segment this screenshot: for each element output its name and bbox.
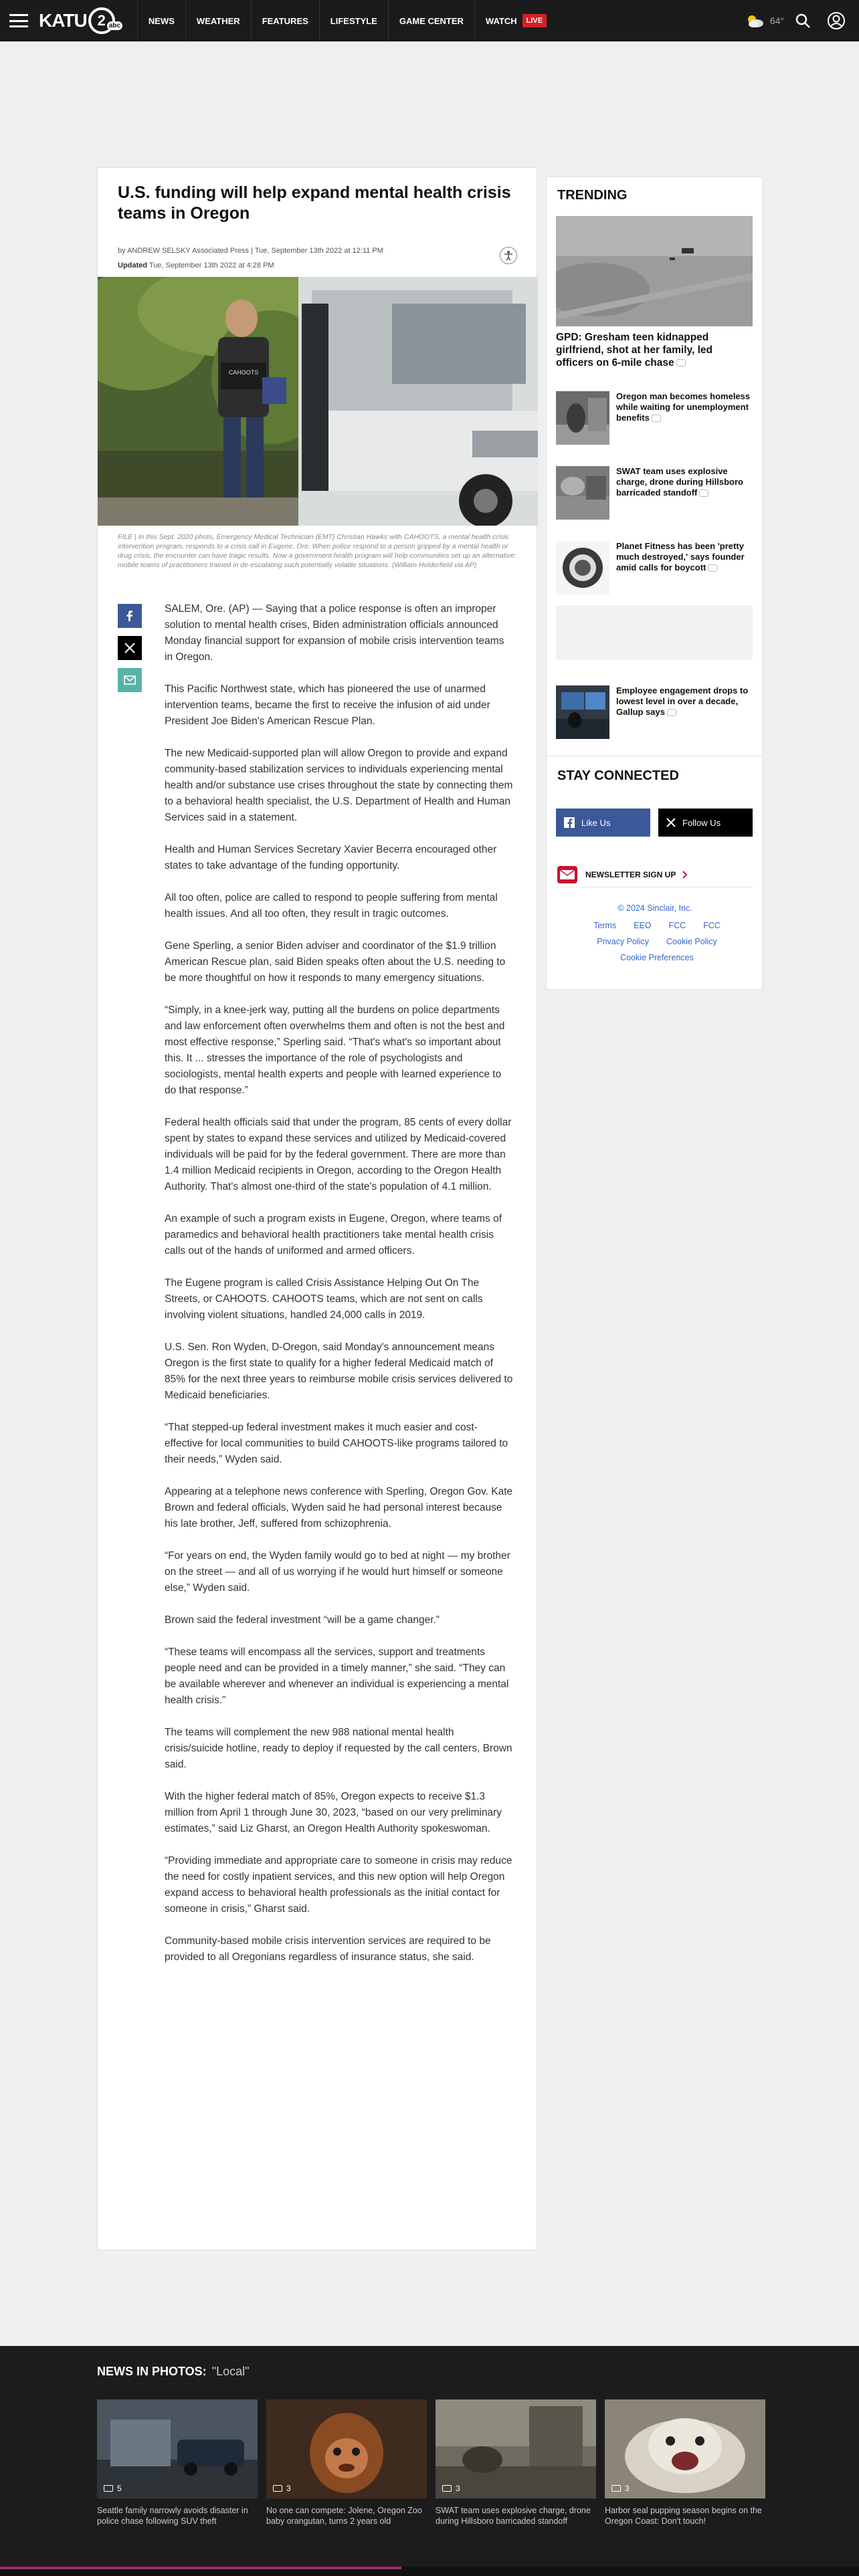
chevron-right-icon: [682, 871, 688, 879]
weather-widget[interactable]: [745, 0, 784, 41]
comment-icon: [667, 709, 676, 716]
bottom-bar: [0, 2567, 859, 2576]
x-share-button[interactable]: [118, 636, 142, 660]
fcc-link[interactable]: FCC: [668, 921, 686, 930]
nav-links: [137, 0, 547, 41]
nav-link-game-center[interactable]: GAME CENTER: [388, 0, 474, 41]
newsletter-label: NEWSLETTER SIGN UP: [585, 869, 676, 879]
photos-title-text: NEWS IN PHOTOS:: [97, 2365, 207, 2378]
photos-section-title: [97, 2365, 250, 2379]
photo-gallery-card[interactable]: [97, 2399, 258, 2527]
trending-hero-image[interactable]: [556, 216, 753, 326]
nav-link-features[interactable]: FEATURES: [251, 0, 319, 41]
camera-icon: [104, 2485, 113, 2492]
hero-photo: [98, 277, 538, 526]
gallery-thumbnail: [605, 2399, 765, 2498]
bottom-accent: [0, 2567, 401, 2569]
camera-icon: [442, 2485, 452, 2492]
ad-space: [0, 41, 859, 169]
updated-time: Tue, September 13th 2022 at 4:28 PM: [149, 261, 274, 270]
trending-thumbnail: [556, 541, 609, 595]
facebook-like-button[interactable]: [556, 809, 650, 837]
gallery-title: SWAT team uses explosive charge, drone during Hillsboro barricaded standoff: [436, 2506, 591, 2526]
article-paragraph: “These teams will encompass all the services, support and treatments people need and can be provided in a timely manner,” she said. “They can be available wherever and whenever an individual is experiencing a mental health crisis.”: [165, 1646, 509, 1706]
trending-item-text: Employee engagement drops to lowest level in over a decade, Gallup says: [616, 685, 749, 717]
search-icon[interactable]: [795, 13, 811, 29]
comment-icon: [708, 564, 717, 572]
gallery-thumbnail: [97, 2399, 258, 2498]
gallery-thumbnail: [266, 2399, 427, 2498]
facebook-share-button[interactable]: [118, 604, 142, 628]
copyright: © 2024 Sinclair, Inc.: [617, 903, 692, 913]
trending-item-text: SWAT team uses explosive charge, drone during Hillsboro barricaded standoff: [616, 466, 743, 498]
article-paragraph: “Simply, in a knee-jerk way, putting all the burdens on police departments and law enforcement often overwhelms them and often is not the best and most effective response,” Sperling said. “That's what's so important about this. It ... stresses the importance of the role of psychologists and sociologists, mental health experts and people with learned experience to do that response.”: [165, 1004, 505, 1096]
article-headline: U.S. funding will help expand mental health crisis teams in Oregon: [118, 183, 511, 223]
nav-link-weather[interactable]: WEATHER: [185, 0, 251, 41]
share-bar: [118, 604, 142, 700]
photo-count-value: 5: [117, 2484, 122, 2493]
menu-icon[interactable]: [9, 14, 28, 27]
article-hero-image[interactable]: [98, 277, 538, 526]
article-paragraph: An example of such a program exists in Eugene, Oregon, where teams of paramedics and behavioral health practitioners take mental health crisis calls out of the hands of uniformed and armed officers.: [165, 1213, 502, 1257]
gallery-title: No one can compete: Jolene, Oregon Zoo baby orangutan, turns 2 years old: [266, 2506, 422, 2526]
facebook-icon: [124, 611, 135, 621]
trending-item[interactable]: [556, 685, 753, 742]
article-paragraph: The Eugene program is called Crisis Assistance Helping Out On The Streets, or CAHOOTS. CAHOOTS teams, which are not sent on calls involving violent situations, handled 24,000 calls in 2019.: [165, 1277, 483, 1321]
photo-count: [104, 2484, 122, 2493]
photo-count: [611, 2484, 630, 2493]
camera-icon: [611, 2485, 621, 2492]
article-paragraph: The teams will complement the new 988 national mental health crisis/suicide hotline, ready to deploy if requested by the call centers, Brown said.: [165, 1727, 512, 1770]
cookie-preferences-link[interactable]: Cookie Preferences: [620, 953, 694, 962]
gallery-thumbnail: [436, 2399, 596, 2498]
like-us-label: Like Us: [581, 817, 611, 828]
gallery-title: Harbor seal pupping season begins on the Oregon Coast: Don't touch!: [605, 2506, 762, 2526]
article-paragraph: All too often, police are called to respond to people suffering from mental health issues. And all too often, they result in tragic outcomes.: [165, 892, 498, 920]
article-paragraph: Gene Sperling, a senior Biden adviser and coordinator of the $1.9 trillion American Rescue plan, said Biden speaks often about the U.S. needing to be more thoughtful on how it responds to many emergency situations.: [165, 940, 506, 984]
trending-item-title: [616, 685, 753, 718]
stay-connected-title: STAY CONNECTED: [557, 768, 679, 783]
partly-cloudy-icon: [745, 13, 765, 28]
trending-title: TRENDING: [557, 188, 628, 203]
nav-link-news[interactable]: NEWS: [137, 0, 185, 41]
image-caption: FILE | In this Sept. 2020 photo, Emergency Medical Technician (EMT) Christian Hawks with CAHOOTS, a mental health crisis intervention program, responds to a crisis call in Eugene, Ore. When police respond to a person gripped by a mental health or drug crisis, the encounter can have tragic results. Now a government health program will help communities set up an alternative: mobile teams of practitioners trained in de-escalating such potentially volatile situations. (William Holderfield via AP): [118, 533, 516, 569]
byline-text: by ANDREW SELSKY Associated Press | Tue, September 13th 2022 at 12:11 PM: [118, 247, 383, 255]
x-icon: [124, 643, 135, 653]
accessibility-icon[interactable]: [500, 247, 517, 264]
article-paragraph: SALEM, Ore. (AP) — Saying that a police response is often an improper solution to mental health crises, Biden administration officials announced Monday financial support for expansion of mobile crisis intervention teams in Oregon.: [165, 603, 504, 663]
updated-line: [118, 258, 383, 273]
top-navigation-bar: [0, 0, 859, 41]
logo-number: 2: [88, 7, 115, 34]
photo-gallery-card[interactable]: [266, 2399, 427, 2527]
trending-item-text: Planet Fitness has been 'pretty much destroyed,' says founder amid calls for boycott: [616, 541, 745, 572]
trending-item[interactable]: [556, 466, 753, 522]
updated-label: Updated: [118, 261, 147, 270]
nav-link-lifestyle[interactable]: LIFESTYLE: [319, 0, 388, 41]
comment-icon: [676, 359, 686, 366]
photo-count: [273, 2484, 291, 2493]
comment-icon: [652, 415, 661, 422]
article-paragraph: With the higher federal match of 85%, Oregon expects to receive $1.3 million from April 1 through June 30, 2023, “based on our very preliminary estimates,” said Liz Gharst, an Oregon Health Authority spokeswoman.: [165, 1791, 502, 1834]
photo-gallery-card[interactable]: [436, 2399, 596, 2527]
email-icon: [124, 675, 136, 685]
trending-item-title: [616, 541, 753, 573]
article-paragraph: Brown said the federal investment “will be a game changer.”: [165, 1614, 440, 1626]
footer-links: [567, 921, 747, 962]
sidebar-ad-space: [556, 605, 753, 660]
article-paragraph: This Pacific Northwest state, which has pioneered the use of unarmed intervention teams, became the first to receive the infusion of aid under President Joe Biden's American Rescue Plan.: [165, 683, 490, 727]
email-share-button[interactable]: [118, 668, 142, 692]
article-paragraph: Community-based mobile crisis intervention services are required to be provided to all Oregonians regardless of insurance status, she said.: [165, 1935, 491, 1963]
live-badge[interactable]: LIVE: [522, 14, 547, 27]
trending-thumbnail: [556, 466, 609, 520]
nav-link-watch[interactable]: WATCH: [474, 0, 528, 41]
aerial-photo: [556, 216, 753, 326]
trending-hero-text: GPD: Gresham teen kidnapped girlfriend, shot at her family, led officers on 6-mile chase: [556, 332, 712, 368]
cookie-policy-link[interactable]: Cookie Policy: [666, 937, 717, 946]
x-follow-button[interactable]: [658, 809, 753, 837]
logo-network: abc: [107, 21, 122, 30]
fcc-link-2[interactable]: FCC: [703, 921, 721, 930]
article-card: [97, 167, 537, 2250]
trending-item[interactable]: [556, 391, 753, 447]
temperature: 64°: [769, 15, 784, 26]
newsletter-icon: [556, 865, 579, 885]
trending-item-title: [616, 466, 753, 498]
news-in-photos-section: [0, 2346, 859, 2567]
article-paragraph: “That stepped-up federal investment makes it much easier and cost-effective for local communities to build CAHOOTS-like programs tailored to their needs,” Wyden said.: [165, 1422, 508, 1465]
photo-count-value: 3: [625, 2484, 630, 2493]
article-paragraph: U.S. Sen. Ron Wyden, D-Oregon, said Monday's announcement means Oregon is the first state to qualify for a higher federal Medicaid match of 85% for the next three years to reimburse mobile crisis services delivered to Medicaid beneficiaries.: [165, 1341, 513, 1401]
article-body: [165, 601, 514, 1981]
follow-us-label: Follow Us: [682, 817, 721, 828]
photo-count: [442, 2484, 460, 2493]
trending-item[interactable]: [556, 541, 753, 597]
photo-gallery-card[interactable]: [605, 2399, 765, 2527]
photos-query: "Local": [211, 2365, 250, 2378]
article-paragraph: “Providing immediate and appropriate care to someone in crisis may reduce the need for costly inpatient services, and this new option will help Oregon expand access to behavioral health professionals as the initial contact for someone in crisis,” Gharst said.: [165, 1855, 512, 1915]
trending-hero-title[interactable]: [556, 331, 753, 369]
article-paragraph: Federal health officials said that under the program, 85 cents of every dollar spent by states to expand these services and utilized by Medicaid-covered individuals will be paid for by the federal government. There are more than 1.4 million Medicaid recipients in Oregon, according to the Oregon Health Authority. That's almost one-third of the state's population of 4.1 million.: [165, 1117, 512, 1192]
terms-link[interactable]: Terms: [593, 921, 617, 930]
x-icon: [666, 818, 676, 827]
article-paragraph: Appearing at a telephone news conference with Sperling, Oregon Gov. Kate Brown and federal officials, Wyden said he had personal interest because his late brother, Jeff, suffered from schizophrenia.: [165, 1486, 513, 1529]
article-paragraph: “For years on end, the Wyden family would go to bed at night — my brother on the street — and all of us worrying if he would hurt himself or someone else,” Wyden said.: [165, 1550, 510, 1594]
facebook-icon: [564, 817, 575, 828]
vest-text: CAHOOTS: [228, 369, 259, 376]
camera-icon: [273, 2485, 282, 2492]
article-byline: [118, 243, 383, 273]
account-icon[interactable]: [827, 11, 846, 30]
photo-count-value: 3: [456, 2484, 460, 2493]
comment-icon: [699, 490, 708, 497]
trending-thumbnail: [556, 685, 609, 739]
eeo-link[interactable]: EEO: [634, 921, 652, 930]
stay-connected-panel: [546, 756, 763, 990]
trending-item-text: Oregon man becomes homeless while waiting for unemployment benefits: [616, 391, 751, 423]
photo-count-value: 3: [286, 2484, 291, 2493]
site-logo[interactable]: [39, 0, 122, 41]
gallery-title: Seattle family narrowly avoids disaster in police chase following SUV theft: [97, 2506, 248, 2526]
article-paragraph: Health and Human Services Secretary Xavier Becerra encouraged other states to take advantage of the funding opportunity.: [165, 844, 497, 871]
trending-thumbnail: [556, 391, 609, 445]
newsletter-signup-link[interactable]: [556, 865, 753, 887]
logo-text: KATU: [39, 10, 87, 31]
trending-item-title: [616, 391, 753, 423]
article-paragraph: The new Medicaid-supported plan will allow Oregon to provide and expand community-based stabilization services to individuals experiencing mental health and/or substance use crises throughout the state by connecting them to a behavioral health specialist, the U.S. Department of Health and Human Services said in a statement.: [165, 748, 513, 823]
privacy-policy-link[interactable]: Privacy Policy: [597, 937, 650, 946]
